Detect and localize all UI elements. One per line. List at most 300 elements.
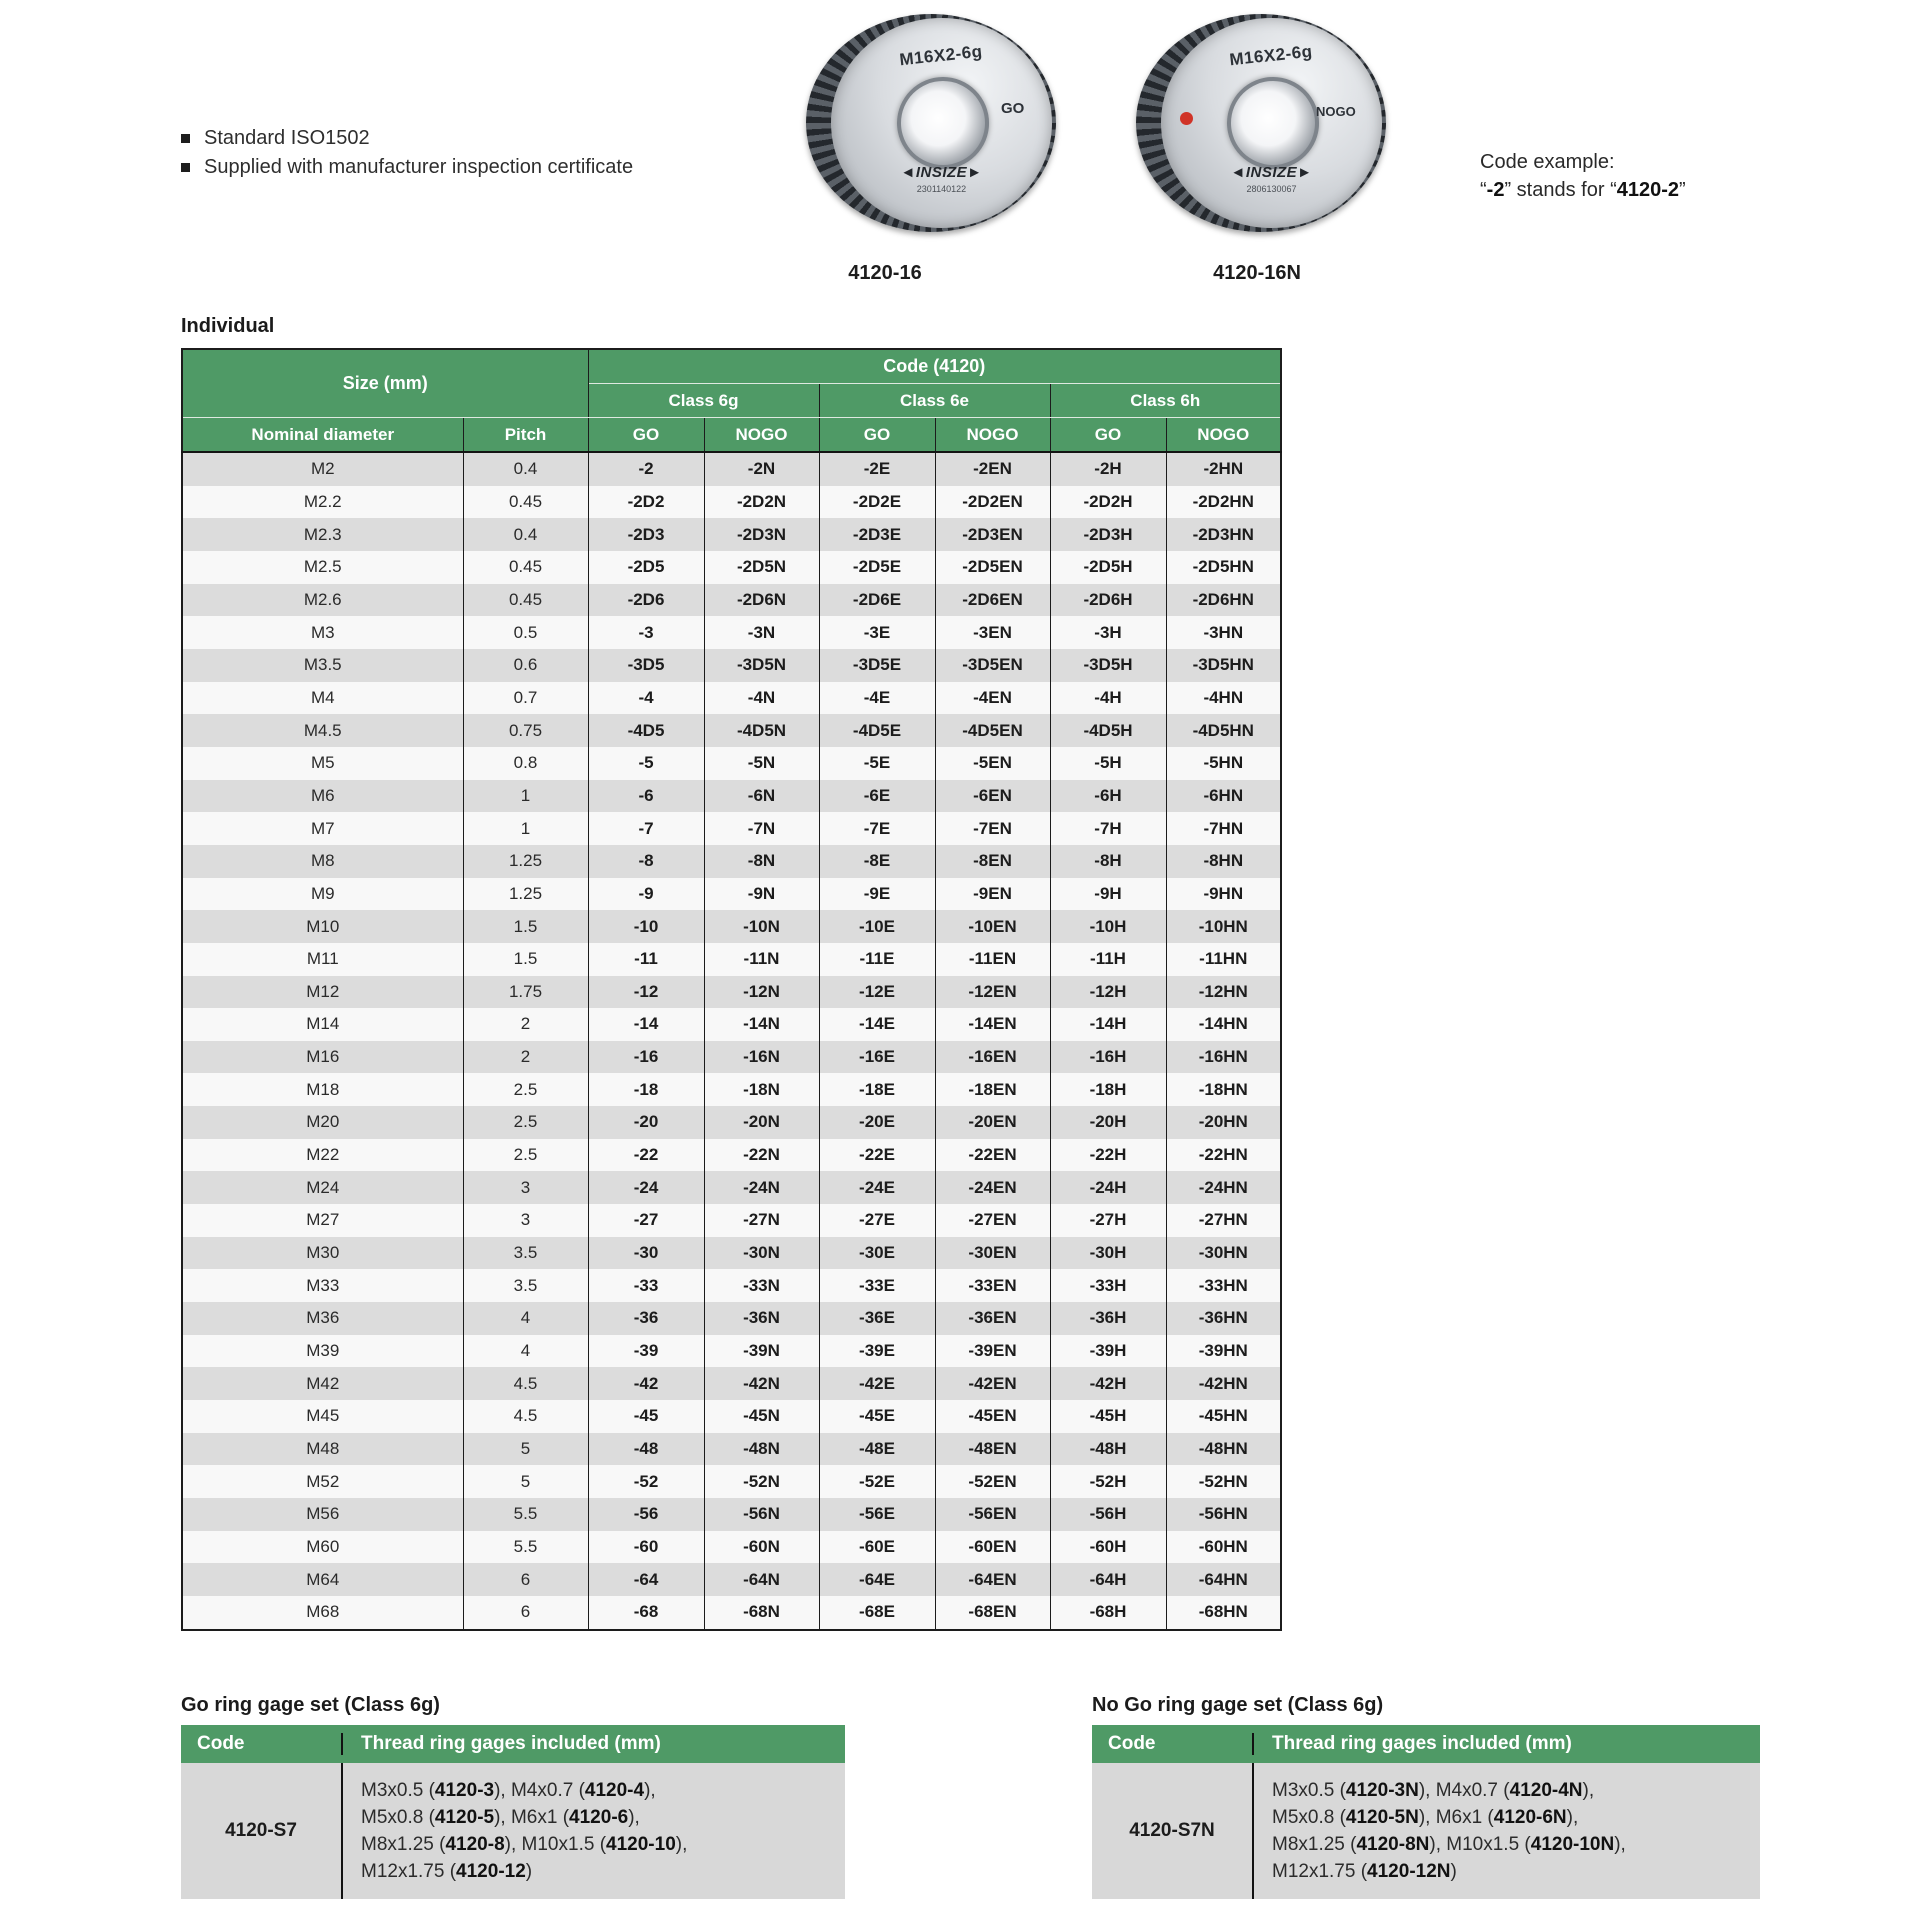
table-row-M4.5 — [182, 714, 1281, 747]
table-cell: -2D2HN — [1166, 486, 1281, 519]
table-row-M7 — [182, 812, 1281, 845]
table-cell: 6 — [463, 1596, 588, 1630]
table-cell: -6N — [704, 780, 819, 813]
table-cell: -6EN — [935, 780, 1050, 813]
table-cell: -36E — [819, 1302, 935, 1335]
plain-text: ), M6x1 ( — [1418, 1807, 1494, 1828]
thread-marking: M16X2-6g — [1228, 41, 1314, 70]
table-cell: -2 — [588, 452, 704, 486]
table-row-M30 — [182, 1237, 1281, 1270]
table-row-M22 — [182, 1139, 1281, 1172]
go-set-body-row — [181, 1763, 845, 1899]
table-cell: M3.5 — [182, 649, 463, 682]
go-header-6g: GO — [588, 418, 704, 453]
table-cell: 0.6 — [463, 649, 588, 682]
code-header: Code (4120) — [588, 349, 1281, 384]
table-cell: -14 — [588, 1008, 704, 1041]
table-cell: M30 — [182, 1237, 463, 1270]
set-code-value: 4120-S7N — [1129, 1820, 1215, 1841]
go-set-table — [181, 1725, 845, 1899]
table-row-M3 — [182, 616, 1281, 649]
table-cell: -14N — [704, 1008, 819, 1041]
table-cell: -2H — [1050, 452, 1166, 486]
table-cell: 6 — [463, 1563, 588, 1596]
table-cell: -2D5EN — [935, 551, 1050, 584]
table-cell: -39EN — [935, 1335, 1050, 1368]
table-cell: -2D2E — [819, 486, 935, 519]
content-line — [361, 1804, 835, 1831]
table-cell: -64EN — [935, 1563, 1050, 1596]
code-column-header: Code — [1108, 1733, 1156, 1754]
table-cell: 0.45 — [463, 486, 588, 519]
bold-code-text: 4120-5N — [1345, 1807, 1419, 1828]
table-cell: M24 — [182, 1171, 463, 1204]
table-cell: 5.5 — [463, 1531, 588, 1564]
table-cell: -68HN — [1166, 1596, 1281, 1630]
table-cell: -2D6HN — [1166, 584, 1281, 617]
table-row-M64 — [182, 1563, 1281, 1596]
table-cell: 0.4 — [463, 452, 588, 486]
table-cell: -5 — [588, 747, 704, 780]
table-cell: -42H — [1050, 1367, 1166, 1400]
table-cell: -30N — [704, 1237, 819, 1270]
content-line — [361, 1831, 835, 1858]
table-cell: M64 — [182, 1563, 463, 1596]
plain-text: M5x0.8 ( — [1272, 1807, 1346, 1828]
table-cell: -10E — [819, 910, 935, 943]
table-cell: -5HN — [1166, 747, 1281, 780]
bold-code-text: 4120-3 — [434, 1780, 495, 1801]
plain-text: M12x1.75 ( — [361, 1861, 457, 1882]
threaded-hole — [897, 77, 989, 169]
table-cell: M2.2 — [182, 486, 463, 519]
table-cell: -11E — [819, 943, 935, 976]
table-cell: -4D5N — [704, 714, 819, 747]
table-row-M2.5 — [182, 551, 1281, 584]
table-cell: -30EN — [935, 1237, 1050, 1270]
table-cell: -45N — [704, 1400, 819, 1433]
table-cell: -2D5N — [704, 551, 819, 584]
table-cell: -52HN — [1166, 1465, 1281, 1498]
table-row-M2.2 — [182, 486, 1281, 519]
table-cell: M16 — [182, 1041, 463, 1074]
table-cell: -52N — [704, 1465, 819, 1498]
table-cell: -2D2N — [704, 486, 819, 519]
table-cell: -52EN — [935, 1465, 1050, 1498]
table-row-M16 — [182, 1041, 1281, 1074]
table-cell: -30 — [588, 1237, 704, 1270]
table-row-M20 — [182, 1106, 1281, 1139]
table-cell: 1.25 — [463, 845, 588, 878]
table-cell: -39H — [1050, 1335, 1166, 1368]
table-cell: M52 — [182, 1465, 463, 1498]
table-row-M18 — [182, 1073, 1281, 1106]
plain-text: ” stands for “ — [1504, 179, 1617, 201]
table-cell: -45E — [819, 1400, 935, 1433]
table-cell: -11EN — [935, 943, 1050, 976]
table-cell: -2D3HN — [1166, 518, 1281, 551]
table-cell: -18N — [704, 1073, 819, 1106]
table-cell: -8E — [819, 845, 935, 878]
table-cell: -22HN — [1166, 1139, 1281, 1172]
nogo-ring-gage-photo — [1136, 14, 1386, 232]
bullet-item — [181, 153, 633, 182]
table-cell: M33 — [182, 1269, 463, 1302]
table-cell: -68H — [1050, 1596, 1166, 1630]
bold-code-text: 4120-8N — [1356, 1834, 1430, 1855]
table-cell: -56N — [704, 1498, 819, 1531]
table-cell: -68E — [819, 1596, 935, 1630]
plain-text: ), M10x1.5 ( — [504, 1834, 607, 1855]
plain-text: ) — [525, 1861, 533, 1882]
table-row-M36 — [182, 1302, 1281, 1335]
table-cell: -52 — [588, 1465, 704, 1498]
table-cell: 0.7 — [463, 682, 588, 715]
table-cell: -2HN — [1166, 452, 1281, 486]
table-cell: 5 — [463, 1465, 588, 1498]
table-cell: -3HN — [1166, 616, 1281, 649]
table-cell: -68EN — [935, 1596, 1050, 1630]
table-cell: -27EN — [935, 1204, 1050, 1237]
table-cell: -3D5HN — [1166, 649, 1281, 682]
plain-text: ), M4x0.7 ( — [1418, 1780, 1510, 1801]
table-cell: -11H — [1050, 943, 1166, 976]
table-cell: -36N — [704, 1302, 819, 1335]
table-cell: M56 — [182, 1498, 463, 1531]
nogo-header-6h: NOGO — [1166, 418, 1281, 453]
table-cell: M18 — [182, 1073, 463, 1106]
table-row-M27 — [182, 1204, 1281, 1237]
code-example-line — [1480, 176, 1686, 204]
table-cell: 3 — [463, 1171, 588, 1204]
table-cell: -24E — [819, 1171, 935, 1204]
table-cell: -7HN — [1166, 812, 1281, 845]
insize-logo: ◄INSIZE► — [900, 164, 983, 181]
table-cell: -4D5E — [819, 714, 935, 747]
table-cell: -48EN — [935, 1433, 1050, 1466]
class-6e-header: Class 6e — [819, 384, 1050, 418]
table-cell: -2D5 — [588, 551, 704, 584]
table-cell: -2D6H — [1050, 584, 1166, 617]
table-cell: M3 — [182, 616, 463, 649]
table-cell: -4D5 — [588, 714, 704, 747]
table-cell: -68N — [704, 1596, 819, 1630]
nogo-set-body-row — [1092, 1763, 1760, 1899]
plain-text: ), — [644, 1780, 656, 1801]
table-cell: -5H — [1050, 747, 1166, 780]
table-body — [182, 452, 1281, 1630]
go-label: GO — [1001, 100, 1025, 117]
go-header-6e: GO — [819, 418, 935, 453]
table-cell: -52E — [819, 1465, 935, 1498]
table-cell: -2D3H — [1050, 518, 1166, 551]
nogo-set-header-row — [1092, 1725, 1760, 1763]
table-cell: -2D5HN — [1166, 551, 1281, 584]
go-ring-gage-photo — [806, 14, 1056, 232]
table-cell: 3.5 — [463, 1237, 588, 1270]
table-cell: -20H — [1050, 1106, 1166, 1139]
table-cell: M2.3 — [182, 518, 463, 551]
table-cell: -6H — [1050, 780, 1166, 813]
table-cell: -12 — [588, 976, 704, 1009]
nogo-set-title: No Go ring gage set (Class 6g) — [1092, 1694, 1384, 1716]
table-cell: -12HN — [1166, 976, 1281, 1009]
table-row-M68 — [182, 1596, 1281, 1630]
table-cell: -9 — [588, 878, 704, 911]
table-cell: -60E — [819, 1531, 935, 1564]
table-cell: -2D5E — [819, 551, 935, 584]
table-cell: -4 — [588, 682, 704, 715]
table-cell: -2D2 — [588, 486, 704, 519]
bold-code-text: 4120-12N — [1367, 1861, 1451, 1882]
table-cell: -5EN — [935, 747, 1050, 780]
table-cell: -4H — [1050, 682, 1166, 715]
table-cell: M10 — [182, 910, 463, 943]
code-column-header: Code — [197, 1733, 245, 1754]
table-row-M60 — [182, 1531, 1281, 1564]
table-cell: -16 — [588, 1041, 704, 1074]
nominal-diameter-header: Nominal diameter — [182, 418, 463, 453]
table-cell: -12H — [1050, 976, 1166, 1009]
table-row-M56 — [182, 1498, 1281, 1531]
content-column-header: Thread ring gages included (mm) — [1252, 1733, 1760, 1755]
table-cell: -2D3EN — [935, 518, 1050, 551]
table-cell: -2D2H — [1050, 486, 1166, 519]
table-cell: 1 — [463, 780, 588, 813]
table-cell: -16E — [819, 1041, 935, 1074]
table-cell: -42 — [588, 1367, 704, 1400]
table-cell: -45 — [588, 1400, 704, 1433]
insize-logo: ◄INSIZE► — [1230, 164, 1313, 181]
table-cell: -52H — [1050, 1465, 1166, 1498]
table-cell: M12 — [182, 976, 463, 1009]
table-cell: -10H — [1050, 910, 1166, 943]
plain-text: ), — [675, 1834, 688, 1855]
table-cell: -3 — [588, 616, 704, 649]
table-cell: -11 — [588, 943, 704, 976]
table-row-M5 — [182, 747, 1281, 780]
gage-caption: 4120-16N — [1213, 262, 1301, 284]
table-cell: 4.5 — [463, 1400, 588, 1433]
table-cell: -36EN — [935, 1302, 1050, 1335]
table-cell: -8 — [588, 845, 704, 878]
table-cell: -4D5EN — [935, 714, 1050, 747]
table-cell: -18 — [588, 1073, 704, 1106]
set-content-value — [341, 1763, 845, 1899]
table-cell: -42E — [819, 1367, 935, 1400]
table-cell: -12N — [704, 976, 819, 1009]
bold-code-text: 4120-2 — [1616, 179, 1680, 201]
table-cell: 2.5 — [463, 1073, 588, 1106]
table-cell: M7 — [182, 812, 463, 845]
table-cell: 2 — [463, 1008, 588, 1041]
nogo-header-6e: NOGO — [935, 418, 1050, 453]
table-cell: -22EN — [935, 1139, 1050, 1172]
table-cell: -45HN — [1166, 1400, 1281, 1433]
plain-text: ), — [1566, 1807, 1579, 1828]
bold-code-text: 4120-4N — [1509, 1780, 1583, 1801]
table-cell: -2EN — [935, 452, 1050, 486]
table-cell: -2D6N — [704, 584, 819, 617]
table-row-M9 — [182, 878, 1281, 911]
table-cell: -16HN — [1166, 1041, 1281, 1074]
table-cell: -4EN — [935, 682, 1050, 715]
bullet-text: Supplied with manufacturer inspection certificate — [204, 156, 634, 178]
table-cell: -27HN — [1166, 1204, 1281, 1237]
table-cell: -10EN — [935, 910, 1050, 943]
table-cell: -7 — [588, 812, 704, 845]
plain-text: ), — [628, 1807, 640, 1828]
table-cell: -22N — [704, 1139, 819, 1172]
table-cell: -39 — [588, 1335, 704, 1368]
table-row-M52 — [182, 1465, 1281, 1498]
table-cell: -24H — [1050, 1171, 1166, 1204]
table-cell: -10N — [704, 910, 819, 943]
table-row-M24 — [182, 1171, 1281, 1204]
table-cell: -64HN — [1166, 1563, 1281, 1596]
table-cell: -48E — [819, 1433, 935, 1466]
table-cell: M14 — [182, 1008, 463, 1041]
table-cell: -20N — [704, 1106, 819, 1139]
table-cell: -3D5N — [704, 649, 819, 682]
table-cell: M48 — [182, 1433, 463, 1466]
table-cell: M36 — [182, 1302, 463, 1335]
table-cell: -3EN — [935, 616, 1050, 649]
table-cell: -18H — [1050, 1073, 1166, 1106]
table-cell: M60 — [182, 1531, 463, 1564]
table-cell: -27 — [588, 1204, 704, 1237]
table-cell: -56H — [1050, 1498, 1166, 1531]
table-cell: -20 — [588, 1106, 704, 1139]
table-cell: -2D3N — [704, 518, 819, 551]
go-set-header-row — [181, 1725, 845, 1763]
table-cell: -20HN — [1166, 1106, 1281, 1139]
table-row-M39 — [182, 1335, 1281, 1368]
table-cell: -24 — [588, 1171, 704, 1204]
table-cell: -7E — [819, 812, 935, 845]
table-cell: 0.45 — [463, 551, 588, 584]
table-cell: -16H — [1050, 1041, 1166, 1074]
table-cell: -48N — [704, 1433, 819, 1466]
plain-text: ), M4x0.7 ( — [494, 1780, 585, 1801]
table-cell: -10 — [588, 910, 704, 943]
plain-text: M3x0.5 ( — [1272, 1780, 1346, 1801]
table-cell: -22H — [1050, 1139, 1166, 1172]
table-cell: -4N — [704, 682, 819, 715]
table-cell: 4 — [463, 1335, 588, 1368]
table-cell: -18E — [819, 1073, 935, 1106]
bold-code-text: 4120-10N — [1530, 1834, 1615, 1855]
table-cell: M2.6 — [182, 584, 463, 617]
table-cell: 4 — [463, 1302, 588, 1335]
table-cell: -60 — [588, 1531, 704, 1564]
table-cell: 2.5 — [463, 1106, 588, 1139]
bold-code-text: 4120-5 — [434, 1807, 495, 1828]
table-cell: -5N — [704, 747, 819, 780]
table-cell: -36 — [588, 1302, 704, 1335]
table-cell: -2E — [819, 452, 935, 486]
plain-text: M3x0.5 ( — [361, 1780, 435, 1801]
table-cell: -18HN — [1166, 1073, 1281, 1106]
content-line — [361, 1858, 835, 1885]
table-cell: M9 — [182, 878, 463, 911]
table-cell: -2D6E — [819, 584, 935, 617]
table-cell: -11N — [704, 943, 819, 976]
table-cell: -33HN — [1166, 1269, 1281, 1302]
table-row-M2.3 — [182, 518, 1281, 551]
table-cell: -3E — [819, 616, 935, 649]
table-cell: -12EN — [935, 976, 1050, 1009]
nogo-header-6g: NOGO — [704, 418, 819, 453]
table-cell: -30HN — [1166, 1237, 1281, 1270]
table-cell: -42EN — [935, 1367, 1050, 1400]
table-cell: -16EN — [935, 1041, 1050, 1074]
table-cell: M39 — [182, 1335, 463, 1368]
table-cell: -3D5EN — [935, 649, 1050, 682]
table-cell: -30E — [819, 1237, 935, 1270]
table-cell: -64H — [1050, 1563, 1166, 1596]
table-cell: M20 — [182, 1106, 463, 1139]
table-row-M42 — [182, 1367, 1281, 1400]
table-cell: -3D5 — [588, 649, 704, 682]
feature-bullets — [181, 124, 633, 182]
table-cell: -7EN — [935, 812, 1050, 845]
table-cell: -60H — [1050, 1531, 1166, 1564]
table-cell: -12E — [819, 976, 935, 1009]
content-line — [361, 1777, 835, 1804]
table-cell: M2 — [182, 452, 463, 486]
table-cell: -36HN — [1166, 1302, 1281, 1335]
table-cell: M5 — [182, 747, 463, 780]
table-row-M48 — [182, 1433, 1281, 1466]
bold-code-text: 4120-6N — [1493, 1807, 1567, 1828]
content-line — [1272, 1858, 1750, 1885]
table-cell: 1.5 — [463, 910, 588, 943]
table-cell: -42HN — [1166, 1367, 1281, 1400]
plain-text: M8x1.25 ( — [361, 1834, 446, 1855]
table-cell: 1.5 — [463, 943, 588, 976]
table-cell: 0.75 — [463, 714, 588, 747]
bold-code-text: 4120-8 — [445, 1834, 505, 1855]
table-cell: -14H — [1050, 1008, 1166, 1041]
table-cell: -6HN — [1166, 780, 1281, 813]
table-cell: -68 — [588, 1596, 704, 1630]
table-cell: -60N — [704, 1531, 819, 1564]
bullet-square-icon — [181, 163, 190, 172]
table-cell: -5E — [819, 747, 935, 780]
red-dot-marker — [1180, 112, 1193, 125]
table-row-M2 — [182, 452, 1281, 486]
table-cell: -30H — [1050, 1237, 1166, 1270]
table-cell: 5.5 — [463, 1498, 588, 1531]
table-cell: -3D5E — [819, 649, 935, 682]
table-cell: -33EN — [935, 1269, 1050, 1302]
table-cell: -20EN — [935, 1106, 1050, 1139]
table-cell: -27H — [1050, 1204, 1166, 1237]
table-cell: -24EN — [935, 1171, 1050, 1204]
content-column-header: Thread ring gages included (mm) — [341, 1733, 845, 1755]
table-cell: -27E — [819, 1204, 935, 1237]
table-cell: -48 — [588, 1433, 704, 1466]
table-cell: 5 — [463, 1433, 588, 1466]
table-cell: M11 — [182, 943, 463, 976]
table-cell: 2 — [463, 1041, 588, 1074]
plain-text: ) — [1450, 1861, 1457, 1882]
bold-code-text: 4120-6 — [569, 1807, 629, 1828]
table-cell: 1.75 — [463, 976, 588, 1009]
table-row-M6 — [182, 780, 1281, 813]
table-cell: -14HN — [1166, 1008, 1281, 1041]
